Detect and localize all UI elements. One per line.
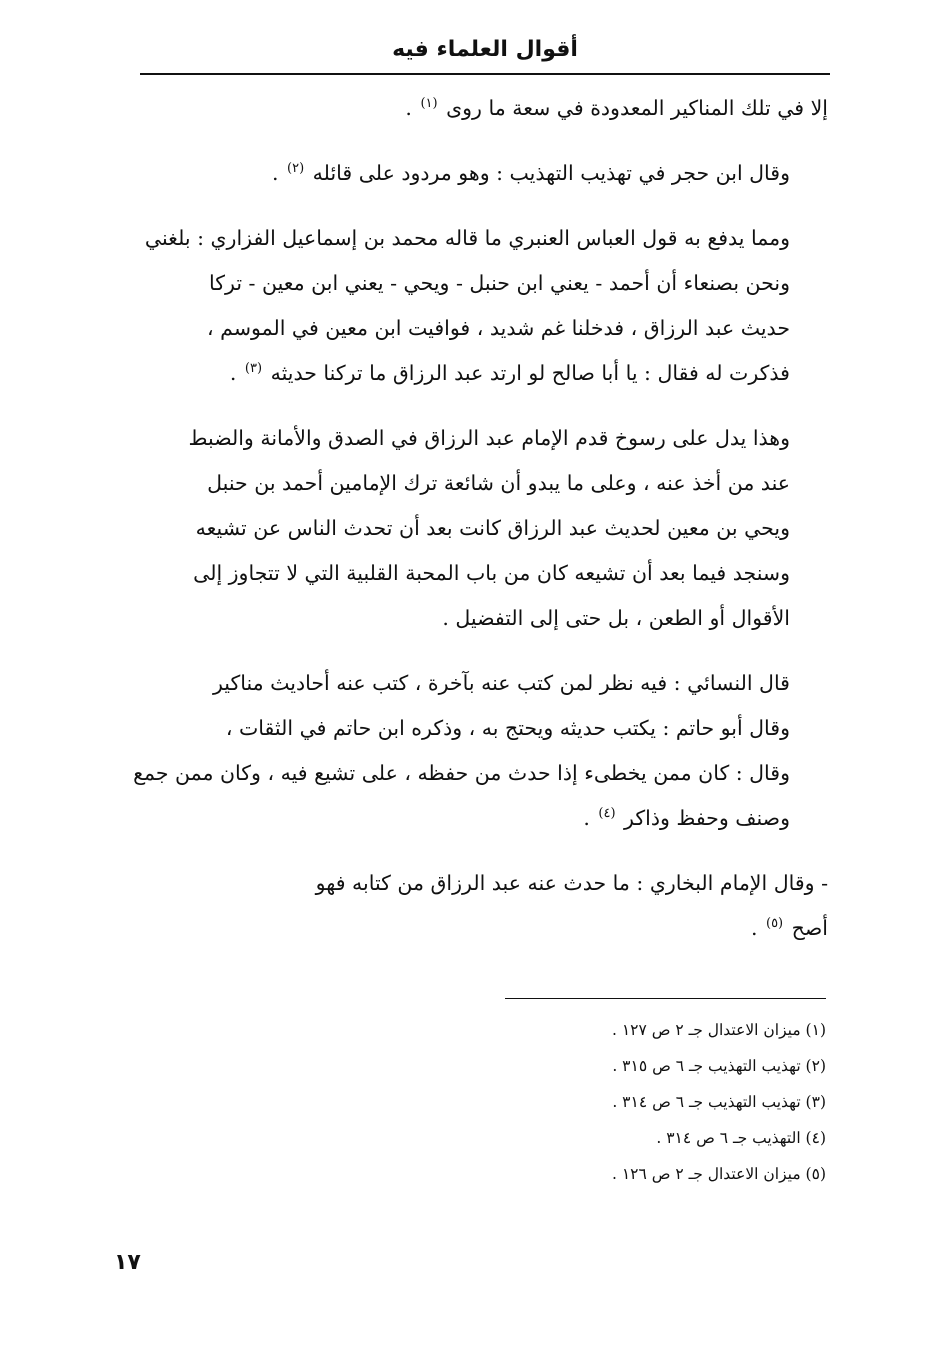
paragraph bbox=[134, 416, 828, 641]
line-tail: . bbox=[229, 361, 243, 385]
paragraph bbox=[134, 861, 828, 951]
line-tail: . bbox=[583, 806, 597, 830]
page-number: ١٧ bbox=[114, 1250, 141, 1275]
text-line: عند من أخذ عنه ، وعلى ما يبدو أن شائعة ترك الإمامين أحمد بن حنبل bbox=[207, 471, 790, 495]
text-line: - وقال الإمام البخاري : ما حدث عنه عبد الرزاق من كتابه فهو bbox=[315, 871, 828, 895]
footnote-ref[interactable]: (٢) bbox=[287, 161, 305, 177]
footnote-ref[interactable]: (١) bbox=[420, 96, 438, 112]
text-line: وسنجد فيما بعد أن تشيعه كان من باب المحبة القلبية التي لا تتجاوز إلى bbox=[193, 561, 790, 585]
body-text bbox=[134, 86, 828, 971]
line-text: أصح bbox=[791, 916, 828, 940]
text-line: وقال : كان ممن يخطىء إذا حدث من حفظه ، على تشيع فيه ، وكان ممن جمع bbox=[133, 761, 790, 785]
footnote-item: (٤) التهذيب جـ ٦ ص ٣١٤ . bbox=[656, 1129, 826, 1147]
line-text: فذكرت له فقال : يا أبا صالح لو ارتد عبد الرزاق ما تركنا حديثه bbox=[270, 361, 790, 385]
text-line: قال النسائي : فيه نظر لمن كتب عنه بآخرة ، كتب عنه أحاديث مناكير bbox=[212, 671, 790, 695]
line-tail: . bbox=[271, 161, 285, 185]
footnote-ref[interactable]: (٣) bbox=[244, 361, 263, 377]
text-line bbox=[134, 796, 828, 841]
footnote-item: (٢) تهذيب التهذيب جـ ٦ ص ٣١٥ . bbox=[612, 1057, 826, 1075]
paragraph bbox=[134, 151, 828, 196]
text-line: ونحن بصنعاء أن أحمد - يعني ابن حنبل - ويحي - يعني ابن معين - تركا bbox=[209, 271, 790, 295]
header-rule bbox=[140, 73, 830, 75]
text-line bbox=[134, 86, 828, 131]
line-text: إلا في تلك المناكير المعدودة في سعة ما روى bbox=[446, 96, 828, 120]
text-line: وهذا يدل على رسوخ قدم الإمام عبد الرزاق في الصدق والأمانة والضبط bbox=[188, 426, 790, 450]
chapter-title: أقوال العلماء فيه bbox=[392, 37, 578, 62]
footnote-rule bbox=[505, 998, 826, 999]
footnote-ref[interactable]: (٤) bbox=[598, 806, 616, 822]
text-line: الأقوال أو الطعن ، بل حتى إلى التفضيل . bbox=[442, 606, 790, 630]
text-line: حديث عبد الرزاق ، فدخلنا غم شديد ، فوافيت ابن معين في الموسم ، bbox=[207, 316, 790, 340]
footnote-item: (١) ميزان الاعتدال جـ ٢ ص ١٢٧ . bbox=[611, 1021, 826, 1039]
text-line bbox=[134, 151, 828, 196]
text-line: ومما يدفع به قول العباس العنبري ما قاله محمد بن إسماعيل الفزاري : بلغني bbox=[144, 226, 790, 250]
footnote-item: (٣) تهذيب التهذيب جـ ٦ ص ٣١٤ . bbox=[612, 1093, 826, 1111]
running-header bbox=[140, 30, 830, 70]
text-line bbox=[134, 906, 828, 951]
text-line: وقال أبو حاتم : يكتب حديثه ويحتج به ، وذكره ابن حاتم في الثقات ، bbox=[225, 716, 790, 740]
paragraph bbox=[134, 661, 828, 841]
text-line: ويحي بن معين لحديث عبد الرزاق كانت بعد أن تحدث الناس عن تشيعه bbox=[195, 516, 790, 540]
footnote-ref[interactable]: (٥) bbox=[765, 916, 784, 932]
line-tail: . bbox=[750, 916, 764, 940]
line-text: وصنف وحفظ وذاكر bbox=[624, 806, 790, 830]
line-tail: . bbox=[405, 96, 419, 120]
footnotes-list bbox=[500, 1012, 826, 1192]
paragraph bbox=[134, 86, 828, 131]
paragraph bbox=[134, 216, 828, 396]
text-line bbox=[134, 351, 828, 396]
footnote-item: (٥) ميزان الاعتدال جـ ٢ ص ١٢٦ . bbox=[611, 1165, 826, 1183]
line-text: وقال ابن حجر في تهذيب التهذيب : وهو مردود على قائله bbox=[312, 161, 790, 185]
